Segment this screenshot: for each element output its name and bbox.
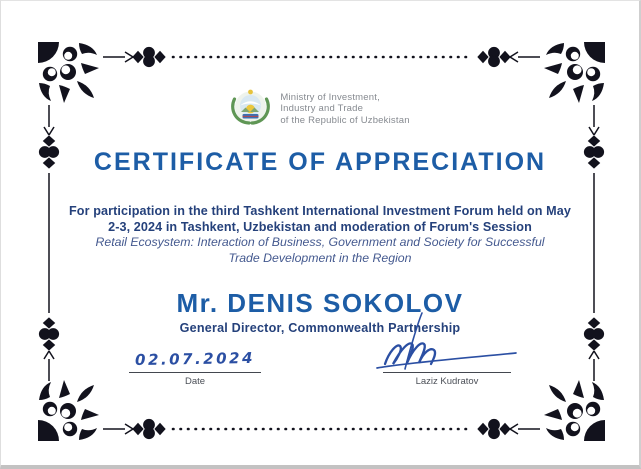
uzbekistan-emblem-icon — [230, 86, 271, 132]
ministry-line-2: Industry and Trade — [280, 103, 364, 115]
signatory-name: Laziz Kudratov — [415, 376, 479, 387]
corner-flourish-bottom-left-icon — [37, 380, 99, 442]
certificate-body — [1, 204, 639, 266]
date-block — [129, 347, 261, 387]
ministry-name — [280, 92, 409, 126]
body-line-1: For participation in the third Tashkent International Investment Forum held on May — [69, 204, 571, 218]
ministry-line-3: of the Republic of Uzbekistan — [280, 114, 410, 126]
body-line-2: 2-3, 2024 in Tashkent, Uzbekistan and moderation of Forum's Session — [108, 219, 532, 234]
certificate-title: CERTIFICATE OF APPRECIATION — [93, 148, 547, 176]
ministry-line-1: Ministry of Investment, — [280, 92, 380, 104]
date-label: Date — [184, 376, 206, 387]
border-bottom-ornament — [103, 416, 540, 442]
corner-flourish-bottom-right-icon — [544, 380, 606, 442]
session-line-1: Retail Ecosystem: Interaction of Business, Government and Society for Successful — [95, 235, 545, 249]
border-top-ornament — [103, 44, 540, 70]
date-line — [129, 372, 261, 373]
recipient-title: General Director, Commonwealth Partnership — [179, 321, 461, 335]
handwritten-date: 02.07.2024 — [134, 348, 256, 370]
issuer-header — [1, 86, 639, 132]
session-line-2: Trade Development in the Region — [228, 250, 412, 265]
recipient-name: Mr. DENIS SOKOLOV — [176, 288, 464, 318]
signature-ink-icon — [371, 311, 521, 378]
